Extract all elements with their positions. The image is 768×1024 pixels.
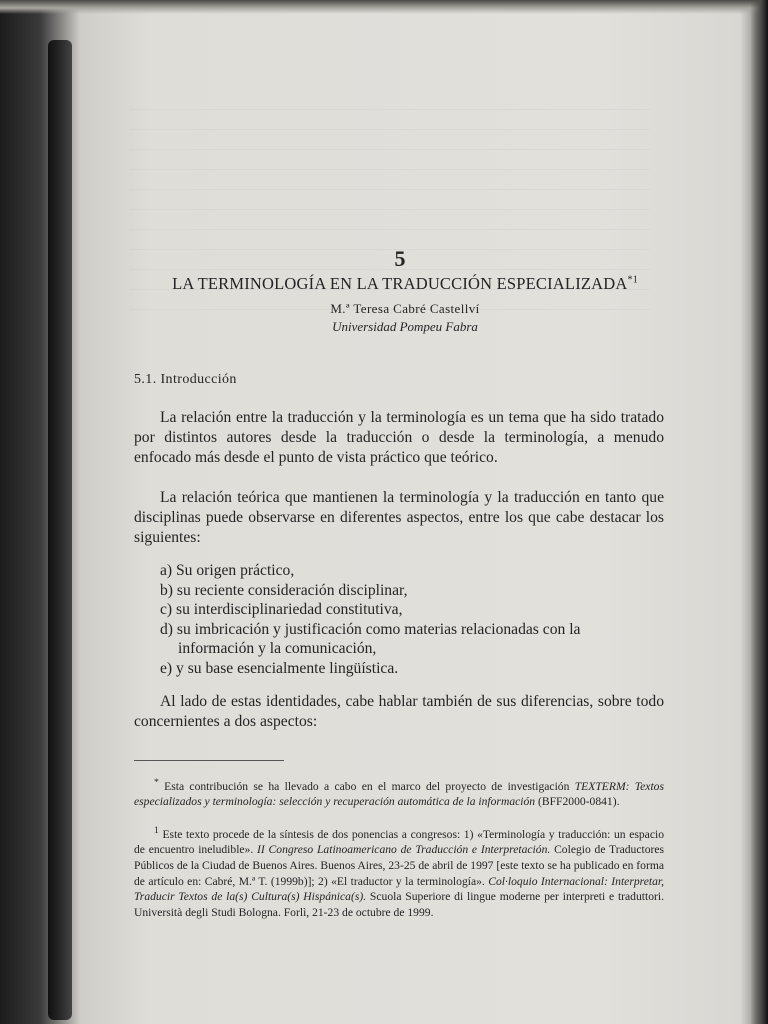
list-item: d) su imbricación y justificación como materias relacionadas con la: [160, 620, 581, 638]
author: M.ª Teresa Cabré Castellví: [330, 301, 480, 316]
chapter-number: 5: [394, 246, 406, 271]
list-item: e) y su base esencialmente lingüística.: [160, 659, 399, 677]
list-item: a) Su origen práctico,: [160, 562, 295, 579]
chapter-title: LA TERMINOLOGÍA EN LA TRADUCCIÓN ESPECIALIZADA$^{*1}$: [172, 274, 638, 293]
book-spine-shadow: [48, 40, 72, 1020]
section-heading: 5.1. Introducción: [134, 372, 237, 387]
title-footnote-mark: *1: [627, 274, 638, 286]
list-item-continuation: información y la comunicación,: [178, 640, 377, 658]
affiliation: Universidad Pompeu Fabra: [332, 319, 478, 334]
right-edge-shadow: [750, 0, 768, 1024]
footnote-star: * Esta contribución se ha llevado a cabo en el marco del proyecto de investigación TEXTERM: Textos especializados y terminología: selección y recuperación automática de la información (BFF2000-0841).: [134, 777, 664, 809]
aspects-list: [160, 561, 665, 679]
footnote-1: $^1$ Este texto procede de la síntesis de dos ponencias a congresos: 1) «Terminología y traducción: un espacio de encuentro ineludible». II Congreso Latinoamericano de Traducción e Interpretación. Colegio de Traductores Públicos de la Ciudad de Buenos Aires. Buenos Aires, 23-25 de abril de 1997 [este texto se ha publicado en forma de artículo en: Cabré, M.ª T. (1999b)]; 2) «El traductor y la terminología». Col·loquio Internacional: Interpretar, Traducir Textos de la(s) Cultura(s) Hispánica(s). Scuola Superiore di lingue moderne per interpreti e traduttori. Università degli Studi Bologna. Forlì, 21-23 de octubre de 1999.: [134, 825, 665, 919]
footnote-rule: [134, 760, 284, 761]
paragraph-3: Al lado de estas identidades, cabe hablar también de sus diferencias, sobre todo concernientes a dos aspectos:: [134, 693, 664, 731]
list-item: c) su interdisciplinariedad constitutiva,: [160, 601, 403, 619]
paragraph-1: La relación entre la traducción y la terminología es un tema que ha sido tratado por distintos autores desde la traducción o desde la terminología, a menudo enfocado más desde el punto de vista práctico que teórico.: [134, 409, 664, 467]
top-shadow: [0, 0, 768, 14]
paragraph-2: La relación teórica que mantienen la terminología y la traducción en tanto que disciplinas puede observarse en diferentes aspectos, entre los que cabe destacar los siguientes:: [134, 489, 664, 547]
list-item: b) su reciente consideración disciplinar,: [160, 581, 408, 599]
